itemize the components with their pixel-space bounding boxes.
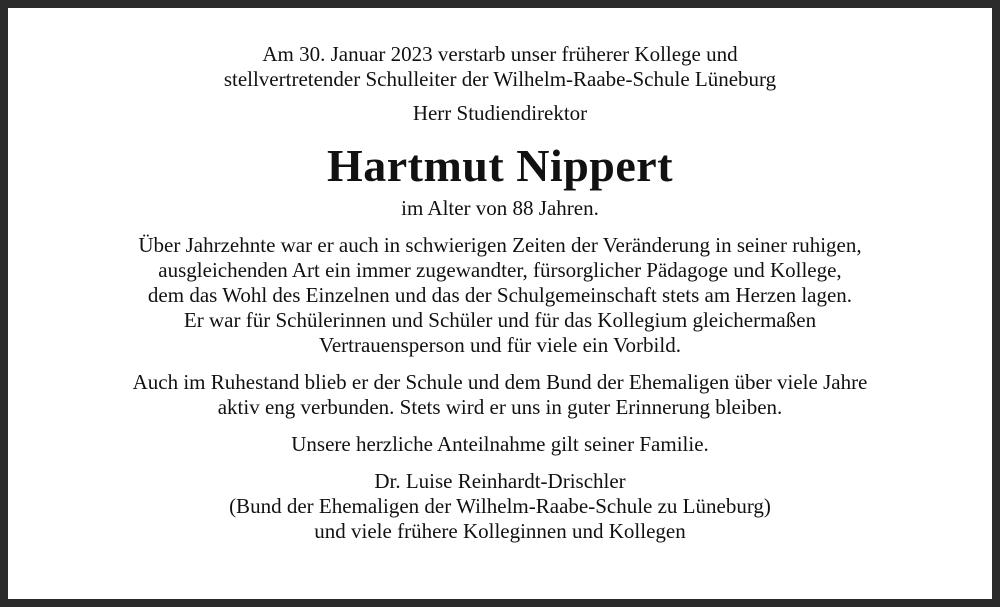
condolence-text: Unsere herzliche Anteilnahme gilt seiner Familie. (291, 432, 709, 456)
tribute-line: ausgleichenden Art ein immer zugewandter, fürsorglicher Pädagoge und Kollege, (158, 258, 842, 282)
tribute-line: Er war für Schülerinnen und Schüler und für das Kollegium gleichermaßen (183, 308, 817, 332)
signature-block (16, 469, 984, 544)
deceased-age: im Alter von 88 Jahren. (401, 196, 599, 220)
signature-line: Dr. Luise Reinhardt-Drischler (374, 469, 626, 493)
intro-text (16, 42, 984, 92)
tribute-paragraph (16, 233, 984, 358)
deceased-title: Herr Studiendirektor (412, 101, 588, 125)
intro-line: stellvertretender Schulleiter der Wilhelm-Raabe-Schule Lüneburg (223, 67, 777, 91)
retirement-paragraph (16, 370, 984, 420)
retirement-line: aktiv eng verbunden. Stets wird er uns in guter Erinnerung bleiben. (217, 395, 783, 419)
signature-line: (Bund der Ehemaligen der Wilhelm-Raabe-Schule zu Lüneburg) (229, 494, 771, 518)
signature-line: und viele frühere Kolleginnen und Kollegen (314, 519, 686, 543)
tribute-line: Über Jahrzehnte war er auch in schwierigen Zeiten der Veränderung in seiner ruhigen, (138, 233, 862, 257)
tribute-line: dem das Wohl des Einzelnen und das der Schulgemeinschaft stets am Herzen lagen. (147, 283, 853, 307)
deceased-name: Hartmut Nippert (326, 140, 674, 191)
tribute-line: Vertrauensperson und für viele ein Vorbild. (319, 333, 681, 357)
obituary-content (16, 42, 984, 544)
intro-line: Am 30. Januar 2023 verstarb unser früherer Kollege und (262, 42, 738, 66)
retirement-line: Auch im Ruhestand blieb er der Schule und dem Bund der Ehemaligen über viele Jahre (132, 370, 868, 394)
